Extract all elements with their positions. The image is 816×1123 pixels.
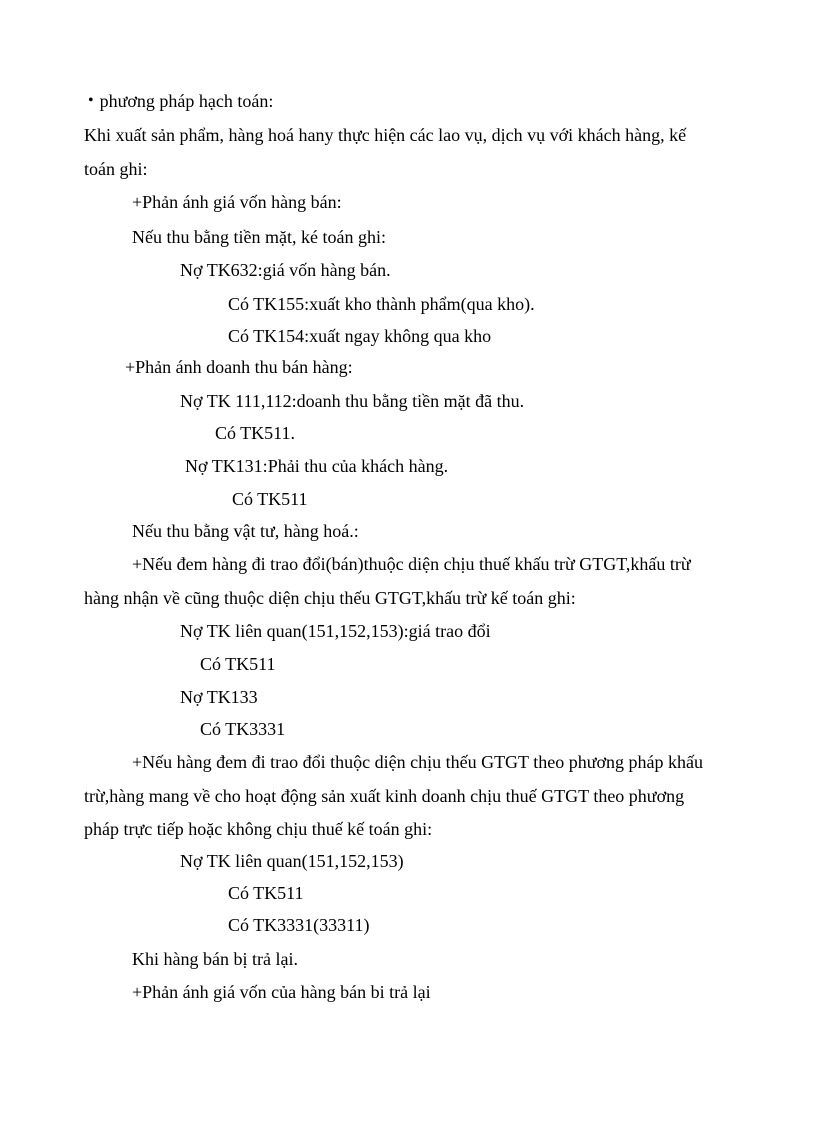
text-line: +Phản ánh giá vốn của hàng bán bi trả lại — [132, 982, 431, 1002]
text-line: +Phản ánh giá vốn hàng bán: — [132, 192, 342, 212]
text-line: Nợ TK632:giá vốn hàng bán. — [180, 260, 391, 280]
heading-bullet-line — [88, 90, 273, 112]
text-line: trừ,hàng mang về cho hoạt động sản xuất kinh doanh chịu thuế GTGT theo phương — [84, 786, 685, 806]
text-line: toán ghi: — [84, 159, 148, 179]
text-line: +Nếu đem hàng đi trao đổi(bán)thuộc diện chịu thuế khấu trừ GTGT,khấu trừ — [132, 554, 691, 574]
text-line: Nợ TK131:Phải thu của khách hàng. — [185, 456, 449, 476]
text-line: Nợ TK 111,112:doanh thu bằng tiền mặt đã thu. — [180, 391, 525, 411]
text-line: Nếu thu bằng vật tư, hàng hoá.: — [132, 521, 359, 541]
text-line: Nếu thu bằng tiền mặt, ké toán ghi: — [132, 227, 386, 247]
text-line: Có TK154:xuất ngay không qua kho — [228, 326, 492, 346]
text-line: hàng nhận về cũng thuộc diện chịu thếu GTGT,khấu trừ kế toán ghi: — [84, 588, 576, 608]
text-line: Có TK511 — [228, 883, 304, 903]
bullet-icon: • — [88, 92, 94, 109]
text-line: Khi hàng bán bị trả lại. — [132, 949, 298, 969]
text-line: Có TK155:xuất kho thành phẩm(qua kho). — [228, 294, 535, 314]
text-line: Có TK3331(33311) — [228, 915, 370, 935]
text-line: +Phản ánh doanh thu bán hàng: — [125, 357, 353, 377]
text-line: Có TK3331 — [200, 719, 286, 739]
text-line: phương pháp hạch toán: — [99, 91, 274, 111]
text-line: +Nếu hàng đem đi trao đổi thuộc diện chịu thếu GTGT theo phương pháp khấu — [132, 752, 703, 772]
text-line: Có TK511 — [232, 489, 308, 509]
text-line: Nợ TK133 — [180, 687, 258, 707]
text-line: Nợ TK liên quan(151,152,153):giá trao đổi — [180, 621, 491, 641]
text-line: Có TK511. — [215, 423, 296, 443]
text-line: Có TK511 — [200, 654, 276, 674]
text-line: pháp trực tiếp hoặc không chịu thuế kế toán ghi: — [84, 819, 433, 839]
text-line: Khi xuất sản phẩm, hàng hoá hany thực hiện các lao vụ, dịch vụ với khách hàng, kế — [84, 125, 687, 145]
text-line: Nợ TK liên quan(151,152,153) — [180, 851, 404, 871]
